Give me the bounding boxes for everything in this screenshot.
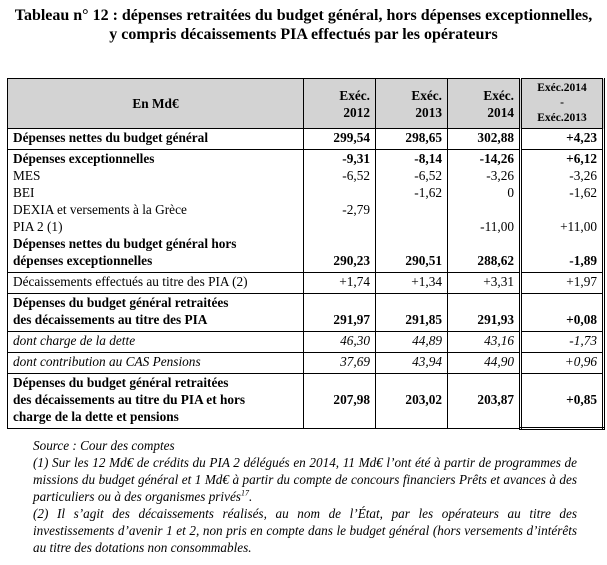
cell-evolution: -1,89 [521,235,604,273]
cell-2013: 298,65 [376,129,448,150]
cell-evolution: -3,26 [521,167,604,184]
row-label: dont contribution au CAS Pensions [8,353,304,374]
header-2012: Exéc. 2012 [304,79,376,129]
table-row [8,167,604,184]
row-label: Dépenses nettes du budget général hors dépenses exceptionnelles [8,235,304,273]
cell-2013: 291,85 [376,294,448,332]
table-title: Tableau n° 12 : dépenses retraitées du budget général, hors dépenses exceptionnelles, y compris décaissements PIA effectués par les opérateurs [14,7,593,43]
cell-2014: 43,16 [448,332,521,353]
cell-evolution: +0,08 [521,294,604,332]
cell-2014: 0 [448,184,521,201]
cell-2014: -3,26 [448,167,521,184]
cell-evolution: +4,23 [521,129,604,150]
cell-2014: 203,87 [448,374,521,429]
table-row [8,235,604,273]
row-label: Dépenses exceptionnelles [8,150,304,168]
cell-2013: -1,62 [376,184,448,201]
cell-2013: +1,34 [376,273,448,294]
header-label: En Md€ [8,79,304,129]
cell-evolution: +0,96 [521,353,604,374]
cell-2014: +3,31 [448,273,521,294]
row-label: MES [8,167,304,184]
header-2013: Exéc. 2013 [376,79,448,129]
table-row [8,353,604,374]
cell-evolution: +11,00 [521,218,604,235]
cell-2013: 203,02 [376,374,448,429]
cell-2012: -6,52 [304,167,376,184]
row-label: DEXIA et versements à la Grèce [8,201,304,218]
cell-2013: 44,89 [376,332,448,353]
cell-2014: 44,90 [448,353,521,374]
table-row [8,374,604,429]
table-notes [33,437,577,556]
cell-evolution: -1,73 [521,332,604,353]
cell-2012: 46,30 [304,332,376,353]
header-2014: Exéc. 2014 [448,79,521,129]
cell-2013: 290,51 [376,235,448,273]
row-label: Dépenses nettes du budget général [8,129,304,150]
cell-2014: 302,88 [448,129,521,150]
cell-2013 [376,201,448,218]
row-label: PIA 2 (1) [8,218,304,235]
table-row [8,273,604,294]
cell-evolution: +0,85 [521,374,604,429]
cell-2014: 288,62 [448,235,521,273]
cell-2012 [304,218,376,235]
cell-2012 [304,184,376,201]
cell-2012: 207,98 [304,374,376,429]
table-row [8,201,604,218]
table-row [8,150,604,168]
cell-2012: 37,69 [304,353,376,374]
table-row [8,218,604,235]
cell-2012: 290,23 [304,235,376,273]
table-header-row [8,79,604,129]
row-label: dont charge de la dette [8,332,304,353]
row-label: Dépenses du budget général retraitées des décaissements au titre du PIA et hors charge de la dette et pensions [8,374,304,429]
table-row [8,294,604,332]
row-label: BEI [8,184,304,201]
cell-evolution [521,201,604,218]
cell-2013: 43,94 [376,353,448,374]
cell-2013: -6,52 [376,167,448,184]
cell-2014: -11,00 [448,218,521,235]
cell-2013 [376,218,448,235]
row-label: Dépenses du budget général retraitées des décaissements au titre des PIA [8,294,304,332]
cell-2012: 299,54 [304,129,376,150]
footnote-ref: 17 [240,488,249,498]
cell-2014: -14,26 [448,150,521,168]
cell-2012: 291,97 [304,294,376,332]
cell-evolution: +6,12 [521,150,604,168]
cell-2012: -9,31 [304,150,376,168]
cell-evolution: -1,62 [521,184,604,201]
header-evolution: Exéc.2014 - Exéc.2013 [521,79,604,129]
footnote-2: (2) Il s’agit des décaissements réalisés, au nom de l’État, par les opérateurs au titre des investissements d’avenir 1 et 2, non pris en compte dans le budget général (hors versements d’intérêts au titre des dotations non consommables. [33,506,577,555]
budget-table [7,78,605,430]
cell-evolution: +1,97 [521,273,604,294]
cell-2014: 291,93 [448,294,521,332]
cell-2012: -2,79 [304,201,376,218]
row-label: Décaissements effectués au titre des PIA (2) [8,273,304,294]
cell-2013: -8,14 [376,150,448,168]
table-row [8,129,604,150]
source-note: Source : Cour des comptes [33,438,175,453]
table-row [8,184,604,201]
cell-2014 [448,201,521,218]
footnote-1: (1) Sur les 12 Md€ de crédits du PIA 2 délégués en 2014, 11 Md€ l’ont été à partir de programmes de missions du budget général et 1 Md€ à partir du compte de concours financiers Prêts et avances à des particuliers ou à des organismes privés$^{17}$. [33,455,577,504]
table-row [8,332,604,353]
cell-2012: +1,74 [304,273,376,294]
